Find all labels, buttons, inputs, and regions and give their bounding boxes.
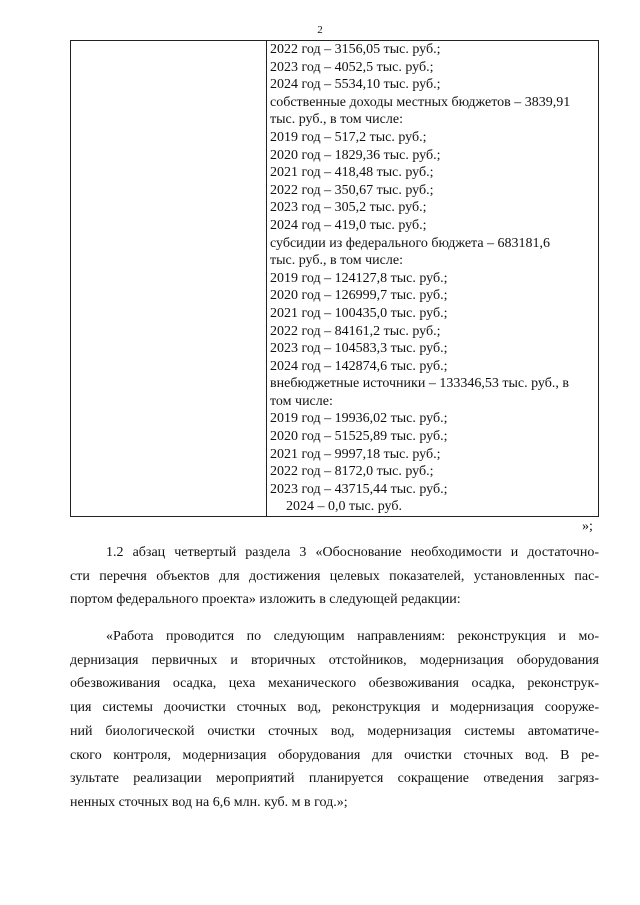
table-line: тыс. руб., в том числе: bbox=[270, 253, 403, 269]
paragraph-line: портом федерального проекта» изложить в следующей редакции: bbox=[70, 592, 461, 608]
paragraph-line: ний биологической очистки сточных вод, модернизация системы автоматиче- bbox=[70, 723, 599, 739]
table-line: 2023 год – 4052,5 тыс. руб.; bbox=[270, 59, 434, 75]
table-line: 2021 год – 418,48 тыс. руб.; bbox=[270, 165, 434, 181]
table-line: 2024 год – 5534,10 тыс. руб.; bbox=[270, 77, 441, 93]
table-line: 2022 год – 350,67 тыс. руб.; bbox=[270, 182, 434, 198]
table-line: 2020 год – 1829,36 тыс. руб.; bbox=[270, 147, 441, 163]
paragraph-line: ненных сточных вод на 6,6 млн. куб. м в год.»; bbox=[70, 794, 348, 810]
table-line: собственные доходы местных бюджетов – 3839,91 bbox=[270, 94, 571, 110]
table-line: 2021 год – 100435,0 тыс. руб.; bbox=[270, 305, 448, 321]
table-line: тыс. руб., в том числе: bbox=[270, 112, 403, 128]
table-line: том числе: bbox=[270, 393, 333, 409]
amendment-paragraph bbox=[70, 541, 599, 612]
table-line: 2023 год – 305,2 тыс. руб.; bbox=[270, 200, 427, 216]
table-line: 2024 год – 419,0 тыс. руб.; bbox=[270, 217, 427, 233]
table-line: 2022 год – 8172,0 тыс. руб.; bbox=[270, 464, 434, 480]
table-line: 2023 год – 104583,3 тыс. руб.; bbox=[270, 341, 448, 357]
table-line: 2020 год – 126999,7 тыс. руб.; bbox=[270, 288, 448, 304]
table-line: 2024 год – 142874,6 тыс. руб.; bbox=[270, 358, 448, 374]
table-line: 2020 год – 51525,89 тыс. руб.; bbox=[270, 429, 448, 445]
table-line: внебюджетные источники – 133346,53 тыс. руб., в bbox=[270, 376, 569, 392]
paragraph-line: ского контроля, модернизация оборудования для очистки сточных вод. В ре- bbox=[70, 747, 599, 763]
paragraph-line: сти перечня объектов для достижения целевых показателей, установленных пас- bbox=[70, 568, 599, 584]
table-line: 2022 год – 84161,2 тыс. руб.; bbox=[270, 323, 441, 339]
paragraph-line: дернизация первичных и вторичных отстойников, модернизация оборудования bbox=[70, 652, 599, 668]
table-line: 2024 – 0,0 тыс. руб. bbox=[286, 499, 402, 515]
paragraph-line: зультате реализации мероприятий планируется сокращение отведения загряз- bbox=[70, 771, 599, 787]
table-line: 2021 год – 9997,18 тыс. руб.; bbox=[270, 446, 441, 462]
table-line: 2019 год – 124127,8 тыс. руб.; bbox=[270, 270, 448, 286]
paragraph-line: обезвоживания осадка, цеха механического обезвоживания осадка, реконструк- bbox=[70, 676, 599, 692]
table-line: 2019 год – 517,2 тыс. руб.; bbox=[270, 129, 427, 145]
page-number: 2 bbox=[317, 24, 323, 36]
funding-table-right-cell bbox=[270, 41, 596, 516]
closing-quote: »; bbox=[582, 519, 593, 534]
quoted-paragraph bbox=[70, 625, 599, 815]
paragraph-line: 1.2 абзац четвертый раздела 3 «Обоснование необходимости и достаточно- bbox=[106, 545, 599, 560]
table-line: 2019 год – 19936,02 тыс. руб.; bbox=[270, 411, 448, 427]
table-line: 2022 год – 3156,05 тыс. руб.; bbox=[270, 42, 441, 57]
paragraph-line: «Работа проводится по следующим направлениям: реконструкция и мо- bbox=[106, 629, 599, 644]
table-column-divider bbox=[266, 40, 267, 517]
table-line: 2023 год – 43715,44 тыс. руб.; bbox=[270, 481, 448, 497]
paragraph-line: ция системы доочистки сточных вод, реконструкция и модернизация сооруже- bbox=[70, 700, 599, 716]
table-line: субсидии из федерального бюджета – 683181,6 bbox=[270, 235, 551, 251]
